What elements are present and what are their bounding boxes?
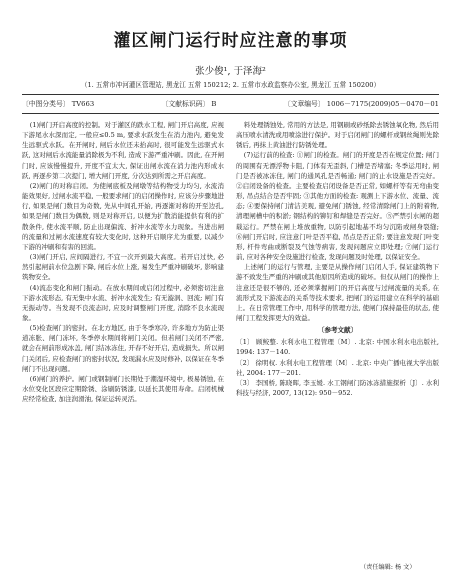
paragraph: (4)流态变化和闸门振动。在放水期间或启闭过程中, 必须密切注意下游水流形态, 有无集中水流、折冲水流发生; 有无漩涡、回流; 闸门有无振动等。当发现不良流态时, 应及时调整闸门开度, 消除不良水流现象。 xyxy=(22,283,224,322)
paragraph: 上述闸门的运行与管理, 主要是从操作闸门启闭人手, 保证建筑物下游不致发生严重的冲刷或其他原因所造成的破坏。但仅从闸门的操作上注意还是很不够的, 还必须掌握闸门的开启高度与过闸流量的关系, 在流形式及下游流态的关系等技术要求, 把闸门的运用建立在科学的基础上。在日常管理工作中, 用科学的管理方法, 使闸门保持最佳的状态, 使闸门工程发挥更大的效益。 xyxy=(236,263,439,322)
article-title: 灌区闸门运行时应注意的事项 xyxy=(113,31,348,51)
paragraph: 料处理锈蚀处, 常用的方法是, 用钢刷或砂纸除去锈蚀氧化物, 然后用高压喷水清洗或用喷涂进行保护。对于启闭闸门的螺杆或钢丝绳则先除锈后, 再抹上黄油进行防锈处理。 xyxy=(236,121,439,150)
left-column xyxy=(22,120,224,572)
right-column xyxy=(236,120,439,556)
paragraph: (3)闸门开启, 应间隔进行, 不宜一次开到最大高度。若开启过快, 必然引起闸前水位急剧下降, 闸后水位上涨, 易发生严重冲刷破坏, 影响建筑物安全。 xyxy=(22,253,224,282)
reference-item: 〔2〕 徐明权. 水利水电工程管理〔M〕. 北京: 中央广播电视大学出版社, 2004: 177－201. xyxy=(236,358,439,377)
references-heading: 〔参考文献〕 xyxy=(318,326,357,335)
metadata-row xyxy=(22,98,439,110)
paragraph: (5)检查闸门的密封。在北方地区, 由于冬季寒冷, 许多地方为防止渠道冻胀、闸门冻坏, 冬季停水期间将闸门关闭。但若闸门关闭不严密, 就会在闸前形成冰盖, 闸门结冰冻住, 开春不好开启, 造成损失。所以闸门关闭后, 应检查闸门的密封状况, 发现漏水应及时修补, 以保证在冬季闸门不出现问题。 xyxy=(22,324,224,373)
article-number: 〔文章编号〕 1006－7175(2009)05－0470－01 xyxy=(283,100,439,108)
top-rule xyxy=(22,94,439,95)
editor-note: （责任编辑: 杨 文） xyxy=(360,564,416,571)
document-code: 〔文献标识码〕 B xyxy=(161,100,217,108)
paragraph: (1)闸门开启高度的控制。对于灌区的跌水工程, 闸门开启高度, 应视下游尾水水深而定, 一般应≤0.5 m, 要求水跃发生在消力池内, 避免发生远驱式水跃。在开闸时, 闸后水位还未抬高时, 很可能发生远驱式水跃, 这对闸后水流能量消除极为不利, 造成下游严重冲刷。因此, 在开闸门时, 应该慢慢提升, 开度不宜太大, 保证出闸水流在消力池内形成水跃, 再逐步第二次提门, 增大闸门开度, 分次达到所需之开启高度。 xyxy=(22,121,224,180)
clc-number: 〔中图分类号〕 TV663 xyxy=(22,100,95,108)
paragraph: (2)闸门的对称启闭。为使闸底板及闸墩等结构物受力均匀, 水流消能效果好, 过闸水流平稳, 一般要求闸门的启闭操作时, 应该分步骤地进行, 如果是闸门数目为奇数, 先从中间孔开始, 再逐渐对称的开至边孔, 如果是闸门数目为偶数, 则是对称开启, 以便为扩散消能提供有利的扩散条件, 使水流平顺, 防止出现偏流、折冲水流等水力现象。当进出闸的流量和过闸水流速度有较大变化时, 这种开启顺序尤为重要, 以减少下游的冲刷和有害的回流。 xyxy=(22,181,224,251)
paragraph: (6)闸门的养护。闸门或钢制闸门长期处于潮湿环境中, 极易锈蚀, 在水位变化区段应定期除锈、涂刷防锈漆, 以延长其使用寿命。启闭机械应经常检查, 加注润滑油, 保证运转灵活。 xyxy=(22,374,224,404)
author-line: 张少俊¹, 于泽海² xyxy=(195,66,266,77)
reference-item: 〔1〕 顾鲛整. 水利水电工程管理〔M〕. 北京: 中国水利水电出版社, 1994: 137－140. xyxy=(236,338,439,357)
paragraph: (7)运行前的检查: ①闸门的检查。闸门的开度是否在规定位置; 闸门的周围有无漂浮物卡阻, 门体有无歪斜, 门槽是否堵塞; 冬季运用时, 闸门是否被冰冻住, 闸门的通风孔是否畅通; 闸门的止水设施是否完好。②启闭设备的检查。主要检查启闭设备是否正常, 如螺杆等有无弯曲变形, 吊点结合是否牢固; ③其他方面的检查: 观测上下游水位、流量、流态; ④要保持闸门清洁美观, 避免闸门锈蚀, 经常清除闸门上的附着物, 清理闸槽中的积淤; 钢结构的铆钉和焊缝是否完好。⑤严禁引水闸的超载运行。严禁在闸上堆放重物, 以防引起地基不均匀沉陷或闸身裂缝; ⑥闸门开启时, 应注意门叶是否平稳, 吊点是否正常; 要注意发现门叶变形, 杆件弯曲或断裂及气蚀等病害, 发现问题应立即处理; ⑦闸门运行前, 应对各种安全设施进行检查, 发现问题及时处理, 以保证安全。 xyxy=(236,151,439,262)
reference-item: 〔3〕 李国桥, 陈晓晖, 李玉媛. 水工钢闸门防冰冻措施探析〔J〕. 水利科技与经济, 2007, 13(12): 950－952. xyxy=(236,378,439,398)
affiliation-line: （1. 五常市冲河灌区管理站, 黑龙江 五常 150212; 2. 五常市水政监察办公室, 黑龙江 五常 150200） xyxy=(80,81,381,89)
bottom-rule xyxy=(22,113,439,114)
